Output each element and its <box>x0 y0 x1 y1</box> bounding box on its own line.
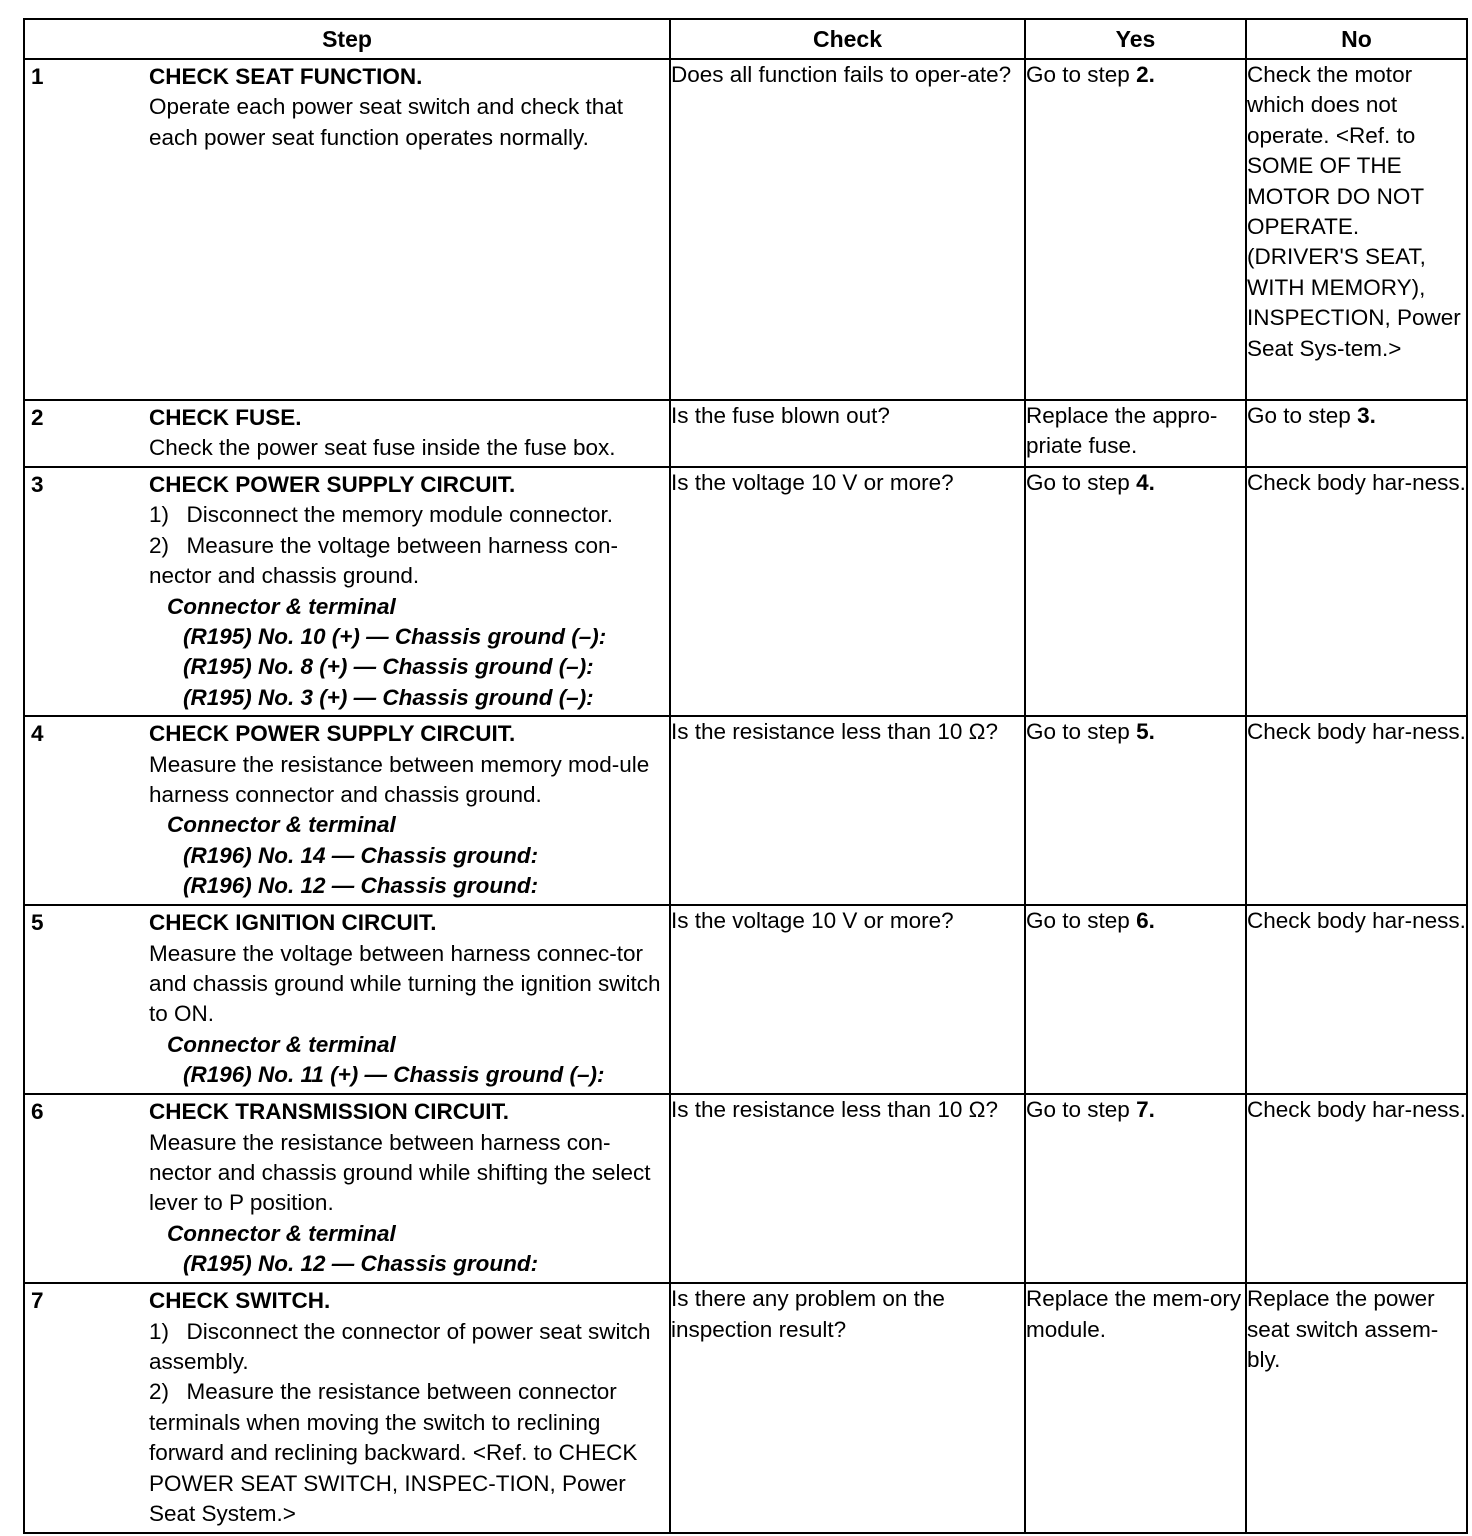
yes-cell: Replace the appro-priate fuse. <box>1025 400 1246 467</box>
yes-cell <box>1025 59 1246 400</box>
yes-cell <box>1025 1094 1246 1283</box>
diagnostic-table <box>23 18 1468 1534</box>
no-text: Go to step <box>1247 403 1358 428</box>
yes-cell <box>1025 905 1246 1094</box>
yes-step-link: 5. <box>1136 719 1155 745</box>
header-check: Check <box>670 19 1025 59</box>
connector-heading: Connector & terminal <box>167 1220 396 1246</box>
step-number: 7 <box>31 1288 44 1314</box>
no-cell: Check body har-ness. <box>1246 716 1467 905</box>
step-instruction: 1) Disconnect the connector of power seat switch assembly. <box>149 1318 651 1375</box>
terminal-spec: (R195) No. 10 (+) — Chassis ground (–): <box>183 624 607 650</box>
check-cell: Is the fuse blown out? <box>670 400 1025 467</box>
terminal-spec: (R195) No. 3 (+) — Chassis ground (–): <box>183 684 594 710</box>
step-cell <box>24 716 670 905</box>
step-number: 5 <box>31 910 44 936</box>
table-row <box>24 59 1467 400</box>
step-title: CHECK TRANSMISSION CIRCUIT. <box>149 1099 510 1125</box>
header-step: Step <box>24 19 670 59</box>
step-title: CHECK FUSE. <box>149 405 302 430</box>
yes-cell <box>1025 716 1246 905</box>
table-row <box>24 1094 1467 1283</box>
step-instruction: 2) Measure the voltage between harness con-nector and chassis ground. <box>149 532 619 589</box>
no-cell: Replace the power seat switch assem-bly. <box>1246 1283 1467 1533</box>
step-cell <box>24 400 670 467</box>
step-instruction: Measure the voltage between harness connec-tor and chassis ground while turning the ignition switch to ON. <box>149 940 661 1027</box>
yes-step-link: 6. <box>1136 908 1155 934</box>
terminal-spec: (R196) No. 11 (+) — Chassis ground (–): <box>183 1062 605 1088</box>
table-row <box>24 716 1467 905</box>
check-cell: Is there any problem on the inspection result? <box>670 1283 1025 1533</box>
step-title: CHECK POWER SUPPLY CIRCUIT. <box>149 721 516 747</box>
yes-cell: Replace the mem-ory module. <box>1025 1283 1246 1533</box>
terminal-spec: (R195) No. 8 (+) — Chassis ground (–): <box>183 654 594 680</box>
step-cell <box>24 905 670 1094</box>
step-title: CHECK IGNITION CIRCUIT. <box>149 910 437 936</box>
step-cell <box>24 1094 670 1283</box>
check-cell: Is the voltage 10 V or more? <box>670 467 1025 716</box>
yes-text: Go to step <box>1026 1097 1137 1123</box>
no-step-link: 3. <box>1357 403 1376 428</box>
yes-text: Go to step <box>1026 62 1137 87</box>
no-cell <box>1246 400 1467 467</box>
step-instruction: Check the power seat fuse inside the fuse box. <box>149 435 616 461</box>
header-row <box>24 19 1467 59</box>
check-cell: Is the resistance less than 10 Ω? <box>670 716 1025 905</box>
step-instruction: Measure the resistance between memory mod-ule harness connector and chassis ground. <box>149 751 650 808</box>
table-row <box>24 1283 1467 1533</box>
step-number: 1 <box>31 64 44 89</box>
no-cell: Check body har-ness. <box>1246 905 1467 1094</box>
step-title: CHECK SEAT FUNCTION. <box>149 64 423 89</box>
table-row <box>24 905 1467 1094</box>
step-instruction: 2) Measure the resistance between connector terminals when moving the switch to reclining forward and reclining backward. <Ref. to CHECK POWER SEAT SWITCH, INSPEC-TION, Power Seat System.> <box>149 1379 638 1527</box>
step-instruction: 1) Disconnect the memory module connector. <box>149 502 613 528</box>
no-cell: Check body har-ness. <box>1246 1094 1467 1283</box>
step-cell <box>24 467 670 716</box>
step-cell <box>24 59 670 400</box>
step-cell <box>24 1283 670 1533</box>
step-number: 6 <box>31 1099 44 1125</box>
connector-heading: Connector & terminal <box>167 593 396 619</box>
no-cell: Check body har-ness. <box>1246 467 1467 716</box>
step-number: 4 <box>31 721 44 747</box>
header-yes: Yes <box>1025 19 1246 59</box>
step-number: 2 <box>31 405 44 430</box>
yes-step-link: 2. <box>1136 62 1155 87</box>
header-no: No <box>1246 19 1467 59</box>
no-cell: Check the motor which does not operate. <Ref. to SOME OF THE MOTOR DO NOT OPERATE. (DRIVER'S SEAT, WITH MEMORY), INSPECTION, Power Seat Sys-tem.> <box>1246 59 1467 400</box>
step-instruction: Operate each power seat switch and check that each power seat function operates normally. <box>149 94 624 150</box>
yes-text: Go to step <box>1026 719 1137 745</box>
check-cell: Is the voltage 10 V or more? <box>670 905 1025 1094</box>
yes-cell <box>1025 467 1246 716</box>
check-cell: Does all function fails to oper-ate? <box>670 59 1025 400</box>
terminal-spec: (R196) No. 14 — Chassis ground: <box>183 842 539 868</box>
yes-text: Go to step <box>1026 470 1137 495</box>
check-cell: Is the resistance less than 10 Ω? <box>670 1094 1025 1283</box>
step-title: CHECK POWER SUPPLY CIRCUIT. <box>149 472 516 497</box>
step-instruction: Measure the resistance between harness con-nector and chassis ground while shifting the select lever to P position. <box>149 1129 651 1216</box>
yes-step-link: 7. <box>1136 1097 1155 1123</box>
step-number: 3 <box>31 472 44 497</box>
step-title: CHECK SWITCH. <box>149 1288 331 1314</box>
connector-heading: Connector & terminal <box>167 812 396 838</box>
table-row <box>24 467 1467 716</box>
terminal-spec: (R196) No. 12 — Chassis ground: <box>183 873 539 899</box>
table-row <box>24 400 1467 467</box>
terminal-spec: (R195) No. 12 — Chassis ground: <box>183 1251 539 1277</box>
connector-heading: Connector & terminal <box>167 1031 396 1057</box>
yes-text: Go to step <box>1026 908 1137 934</box>
yes-step-link: 4. <box>1136 470 1155 495</box>
